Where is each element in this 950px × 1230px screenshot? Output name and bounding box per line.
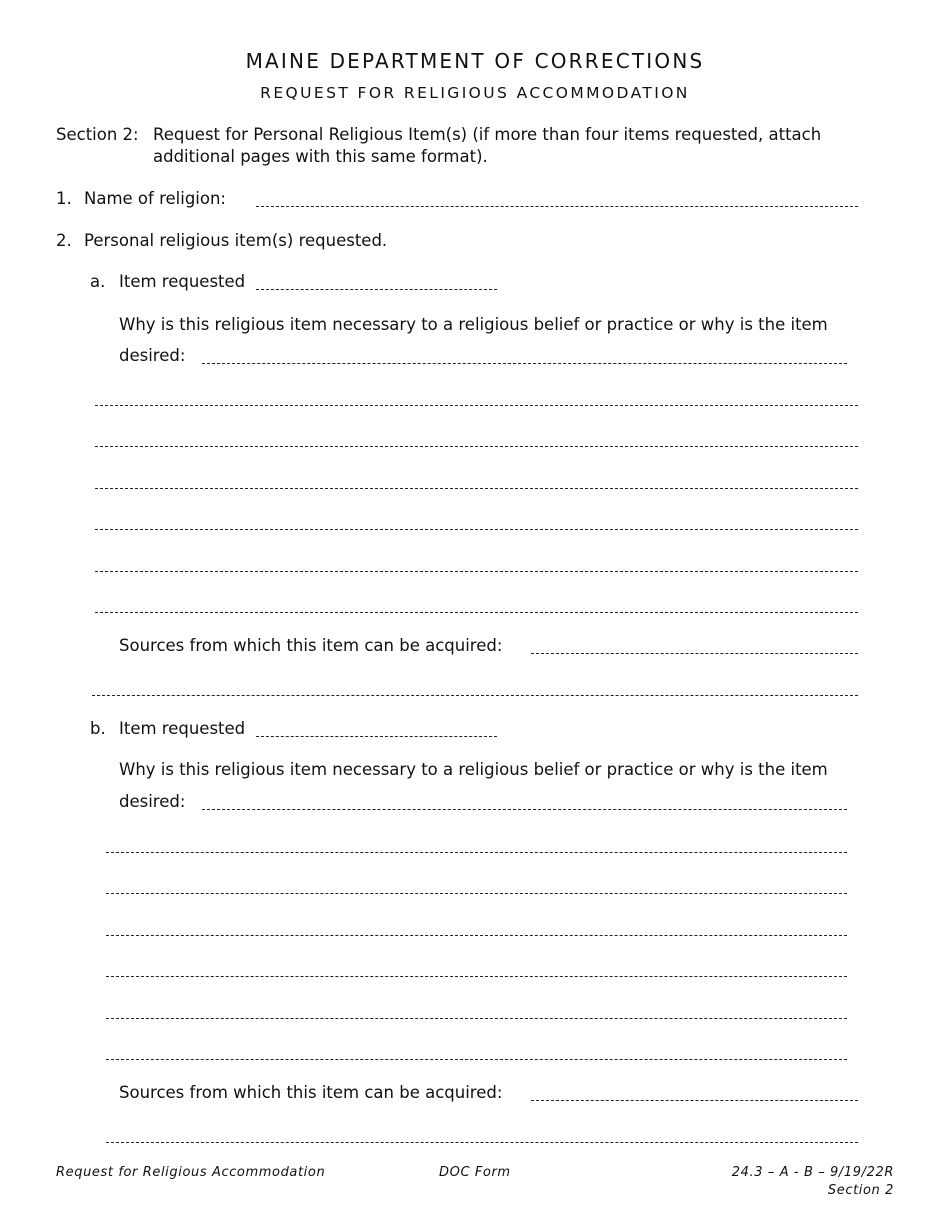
item-a-why-continuation-line[interactable] (95, 405, 858, 406)
item-b-requested-field[interactable] (256, 736, 497, 737)
item-a-requested-label: Item requested (119, 272, 246, 291)
item-b-why-field[interactable] (202, 809, 847, 810)
item-b-sources-continuation-line[interactable] (106, 1142, 858, 1143)
item-a-why-continuation-line[interactable] (95, 488, 858, 489)
footer-form-number: 24.3 – A - B – 9/19/22R (731, 1165, 894, 1180)
religion-name-field[interactable] (256, 206, 858, 207)
item-a-sources-label: Sources from which this item can be acquired: (119, 636, 503, 655)
item-a-requested-field[interactable] (256, 289, 497, 290)
question-2-label: Personal religious item(s) requested. (84, 231, 388, 250)
item-a-sources-continuation-line[interactable] (92, 695, 858, 696)
item-b-letter: b. (90, 719, 106, 738)
form-title: REQUEST FOR RELIGIOUS ACCOMMODATION (260, 84, 690, 102)
section-description-line1: Request for Personal Religious Item(s) (if more than four items requested, attach (153, 125, 822, 144)
item-b-why-continuation-line[interactable] (106, 1059, 847, 1060)
item-b-sources-label: Sources from which this item can be acquired: (119, 1083, 503, 1102)
item-b-why-line2: desired: (119, 792, 186, 811)
item-b-why-continuation-line[interactable] (106, 852, 847, 853)
item-b-why-continuation-line[interactable] (106, 893, 847, 894)
question-1-label: Name of religion: (84, 189, 226, 208)
item-a-why-continuation-line[interactable] (95, 571, 858, 572)
question-2-number: 2. (56, 231, 72, 250)
item-a-why-continuation-line[interactable] (95, 446, 858, 447)
footer-document-name: Request for Religious Accommodation (56, 1165, 326, 1180)
item-a-why-line1: Why is this religious item necessary to a religious belief or practice or why is the item (119, 315, 828, 334)
item-b-sources-field[interactable] (531, 1100, 858, 1101)
item-b-requested-label: Item requested (119, 719, 246, 738)
item-a-why-continuation-line[interactable] (95, 529, 858, 530)
section-description-line2: additional pages with this same format). (153, 147, 488, 166)
item-b-why-continuation-line[interactable] (106, 1018, 847, 1019)
item-a-why-field[interactable] (202, 363, 847, 364)
organization-title: MAINE DEPARTMENT OF CORRECTIONS (245, 49, 705, 73)
item-b-why-continuation-line[interactable] (106, 935, 847, 936)
footer-section-label: Section 2 (827, 1183, 894, 1198)
footer-form-type: DOC Form (439, 1165, 511, 1180)
item-a-why-line2: desired: (119, 346, 186, 365)
item-a-letter: a. (90, 272, 106, 291)
item-a-sources-field[interactable] (531, 653, 858, 654)
item-b-why-continuation-line[interactable] (106, 976, 847, 977)
item-a-why-continuation-line[interactable] (95, 612, 858, 613)
question-1-number: 1. (56, 189, 72, 208)
section-label: Section 2: (56, 125, 139, 144)
item-b-why-line1: Why is this religious item necessary to a religious belief or practice or why is the item (119, 760, 828, 779)
